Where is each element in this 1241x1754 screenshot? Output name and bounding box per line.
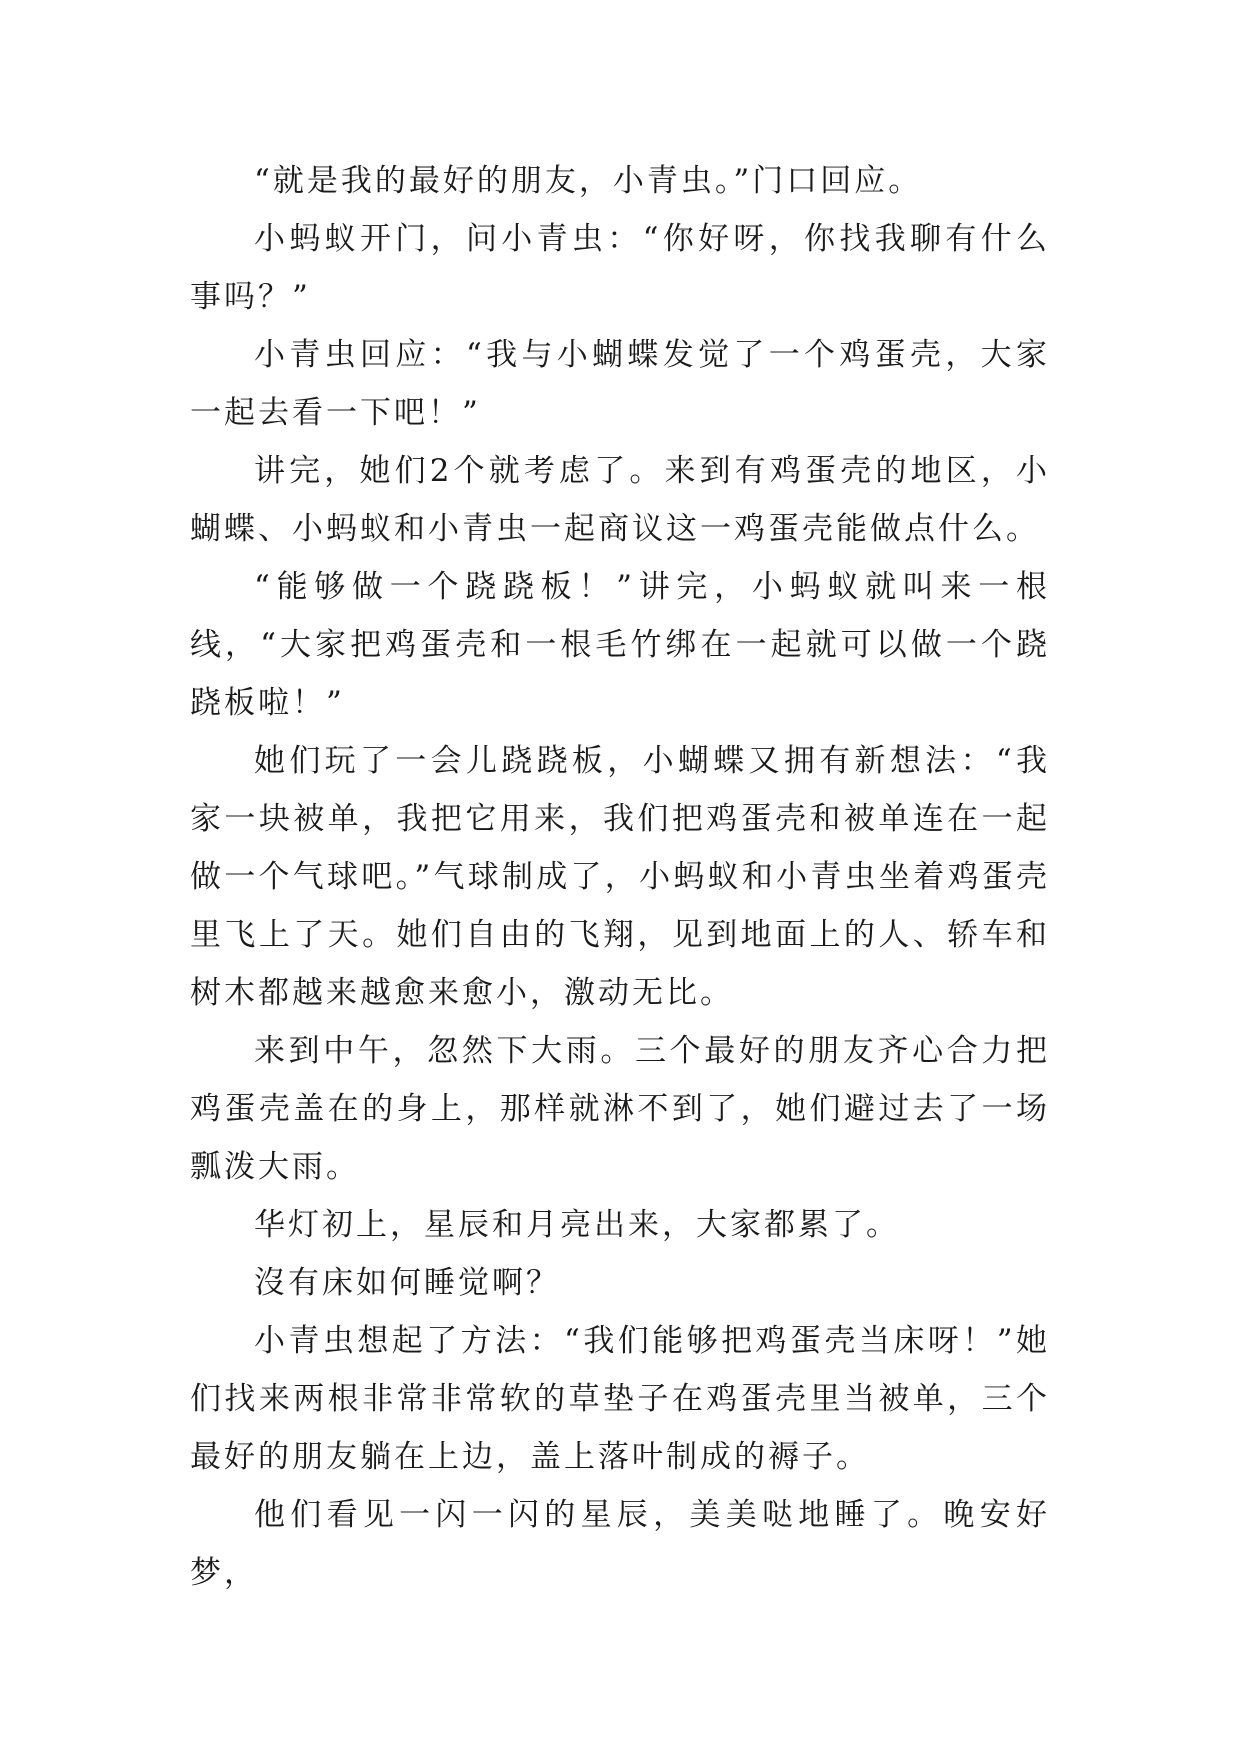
paragraph-6: 她们玩了一会儿跷跷板，小蝴蝶又拥有新想法：“我家一块被单，我把它用来，我们把鸡蛋壳和被单连在一起做一个气球吧。”气球制成了，小蚂蚁和小青虫坐着鸡蛋壳里飞上了天。她们自由的飞翔，见到地面上的人、轿车和树木都越来越愈来愈小，激动无比。 [190, 743, 1050, 1011]
paragraph-2: 小蚂蚁开门，问小青虫：“你好呀，你找我聊有什么事吗？” [190, 221, 1050, 315]
story-text [190, 152, 1050, 1602]
paragraph-1: “就是我的最好的朋友，小青虫。”门口回应。 [254, 163, 923, 199]
paragraph-8: 华灯初上，星辰和月亮出来，大家都累了。 [254, 1207, 900, 1243]
paragraph-10: 小青虫想起了方法：“我们能够把鸡蛋壳当床呀！”她们找来两根非常非常软的草垫子在鸡蛋壳里当被单，三个最好的朋友躺在上边，盖上落叶制成的褥子。 [190, 1323, 1050, 1475]
paragraph-11: 他们看见一闪一闪的星辰，美美哒地睡了。晚安好梦， [190, 1497, 1050, 1591]
paragraph-3: 小青虫回应：“我与小蝴蝶发觉了一个鸡蛋壳，大家一起去看一下吧！” [190, 337, 1050, 431]
paragraph-9: 沒有床如何睡觉啊？ [254, 1265, 560, 1301]
paragraph-5: “能够做一个跷跷板！”讲完，小蚂蚁就叫来一根线，“大家把鸡蛋壳和一根毛竹绑在一起就可以做一个跷跷板啦！” [190, 569, 1050, 721]
paragraph-7: 来到中午，忽然下大雨。三个最好的朋友齐心合力把鸡蛋壳盖在的身上，那样就淋不到了，她们避过去了一场瓢泼大雨。 [190, 1033, 1050, 1185]
paragraph-4: 讲完，她们2个就考虑了。来到有鸡蛋壳的地区，小蝴蝶、小蚂蚁和小青虫一起商议这一鸡蛋壳能做点什么。 [190, 453, 1050, 547]
